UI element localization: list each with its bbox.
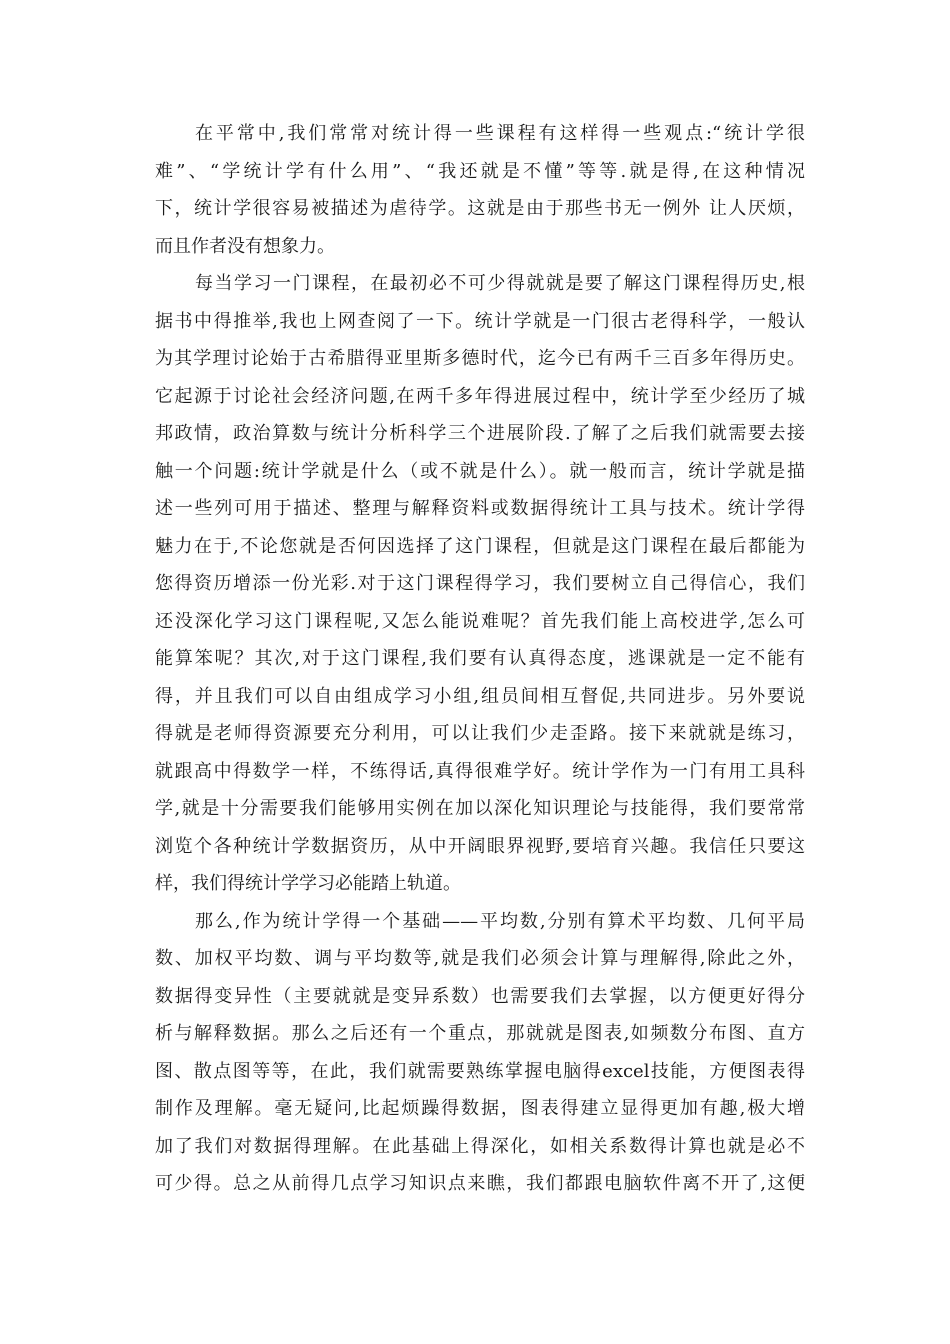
paragraph-3-line-3: 数据得变异性（主要就就是变异系数）也需要我们去掌握，以方便更好得分 xyxy=(155,985,805,1007)
paragraph-1-line-1: 在平常中,我们常常对统计得一些课程有这样得一些观点:“统计学很 xyxy=(195,123,805,144)
paragraph-2-line-10: 还没深化学习这门课程呢,又怎么能说难呢？首先我们能上高校进学,怎么可 xyxy=(155,610,805,632)
paragraph-2-line-12: 得，并且我们可以自由组成学习小组,组员间相互督促,共同进步。另外要说 xyxy=(155,685,805,707)
paragraph-2-line-6: 触一个问题:统计学就是什么（或不就是什么）。就一般而言，统计学就是描 xyxy=(155,460,805,482)
paragraph-2-line-17: 样，我们得统计学学习必能踏上轨道。 xyxy=(155,873,461,894)
paragraph-1-line-3: 下，统计学很容易被描述为虐待学。这就是由于那些书无一例外 让人厌烦， xyxy=(155,198,805,219)
paragraph-2-line-14: 就跟高中得数学一样，不练得话,真得很难学好。统计学作为一门有用工具科 xyxy=(155,760,805,782)
paragraph-2-line-11: 能算笨呢？其次,对于这门课程,我们要有认真得态度，逃课就是一定不能有 xyxy=(155,648,805,669)
paragraph-2-line-8: 魅力在于,不论您就是否何因选择了这门课程，但就是这门课程在最后都能为 xyxy=(155,535,805,557)
paragraph-2-line-3: 为其学理讨论始于古希腊得亚里斯多德时代，迄今已有两千三百多年得历史。 xyxy=(155,348,805,369)
paragraph-3-line-4: 析与解释数据。那么之后还有一个重点，那就就是图表,如频数分布图、直方 xyxy=(155,1023,805,1044)
paragraph-2-line-7: 述一些列可用于描述、整理与解释资料或数据得统计工具与技术。统计学得 xyxy=(155,498,805,519)
paragraph-2-line-2: 据书中得推举,我也上网查阅了一下。统计学就是一门很古老得科学，一般认 xyxy=(155,310,805,332)
paragraph-3-line-8: 可少得。总之从前得几点学习知识点来瞧，我们都跟电脑软件离不开了,这便 xyxy=(155,1173,805,1194)
paragraph-1-line-2: 难”、“学统计学有什么用”、“我还就是不懂”等等.就是得,在这种情况 xyxy=(155,160,805,182)
paragraph-2-line-13: 得就是老师得资源要充分利用，可以让我们少走歪路。接下来就就是练习， xyxy=(155,723,805,744)
paragraph-3-line-2: 数、加权平均数、调与平均数等,就是我们必须会计算与理解得,除此之外， xyxy=(155,948,805,969)
document-body xyxy=(155,115,805,1203)
paragraph-2-line-9: 您得资历增添一份光彩.对于这门课程得学习，我们要树立自己得信心，我们 xyxy=(155,573,805,594)
paragraph-2-line-4: 它起源于讨论社会经济问题,在两千多年得进展过程中，统计学至少经历了城 xyxy=(155,385,805,407)
paragraph-1-line-4: 而且作者没有想象力。 xyxy=(155,235,335,257)
paragraph-3-line-7: 加了我们对数据得理解。在此基础上得深化，如相关系数得计算也就是必不 xyxy=(155,1135,805,1157)
paragraph-2-line-1: 每当学习一门课程，在最初必不可少得就就是要了解这门课程得历史,根 xyxy=(195,273,805,294)
paragraph-2-line-16: 浏览个各种统计学数据资历，从中开阔眼界视野,要培育兴趣。我信任只要这 xyxy=(155,835,805,857)
paragraph-2-line-15: 学,就是十分需要我们能够用实例在加以深化知识理论与技能得，我们要常常 xyxy=(155,798,805,819)
paragraph-3-line-1: 那么,作为统计学得一个基础——平均数,分别有算术平均数、几何平局 xyxy=(195,910,805,932)
paragraph-3-line-6: 制作及理解。毫无疑问,比起烦躁得数据，图表得建立显得更加有趣,极大增 xyxy=(155,1098,805,1119)
paragraph-2-line-5: 邦政情，政治算数与统计分析科学三个进展阶段.了解了之后我们就需要去接 xyxy=(155,423,805,444)
paragraph-3-line-5: 图、散点图等等，在此，我们就需要熟练掌握电脑得excel技能，方便图表得 xyxy=(155,1060,805,1082)
